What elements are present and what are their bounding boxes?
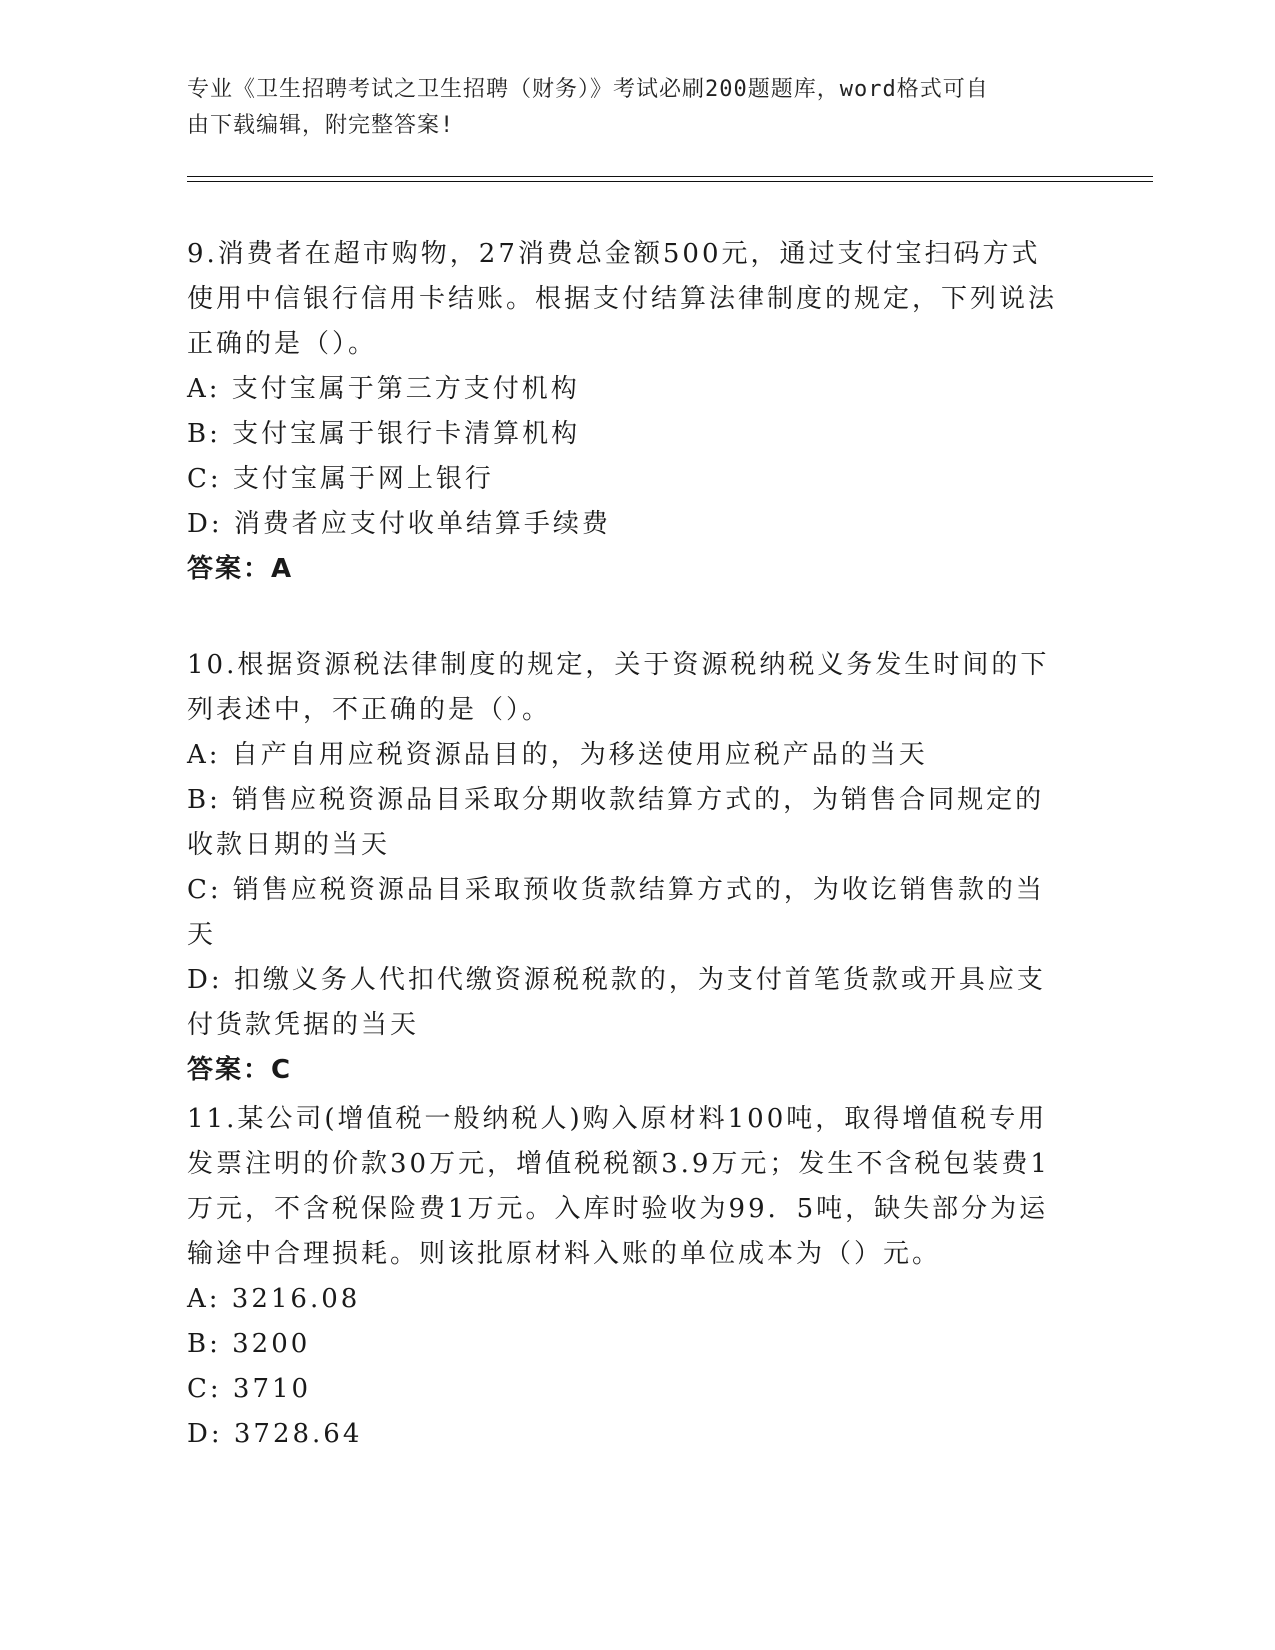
option-d: D: 扣缴义务人代扣代缴资源税税款的，为支付首笔货款或开具应支付货款凭据的当天 — [187, 965, 1046, 1040]
document-header — [187, 72, 1067, 144]
question-stem: 9.消费者在超市购物，27消费总金额500元，通过支付宝扫码方式使用中信银行信用卡结账。根据支付结算法律制度的规定，下列说法正确的是（）。 — [187, 239, 1058, 359]
option-d: D: 消费者应支付收单结算手续费 — [187, 509, 611, 539]
option-c: C: 销售应税资源品目采取预收货款结算方式的，为收讫销售款的当天 — [187, 875, 1045, 950]
header-line-2: 由下载编辑，附完整答案! — [187, 113, 455, 138]
answer-line: 答案：A — [187, 554, 294, 584]
header-divider-bottom — [187, 181, 1153, 182]
header-line-1: 专业《卫生招聘考试之卫生招聘（财务）》考试必刷200题题库，word格式可自 — [187, 77, 989, 102]
answer-line: 答案：C — [187, 1055, 293, 1085]
option-a: A: 支付宝属于第三方支付机构 — [187, 374, 580, 404]
question-10 — [187, 643, 1067, 1093]
option-b: B: 3200 — [187, 1329, 311, 1359]
question-11 — [187, 1097, 1067, 1457]
option-c: C: 支付宝属于网上银行 — [187, 464, 494, 494]
question-stem: 11.某公司(增值税一般纳税人)购入原材料100吨，取得增值税专用发票注明的价款30万元，增值税税额3.9万元；发生不含税包装费1万元，不含税保险费1万元。入库时验收为99．5吨，缺失部分为运输途中合理损耗。则该批原材料入账的单位成本为（）元。 — [187, 1104, 1050, 1269]
question-9 — [187, 232, 1067, 592]
option-b: B: 支付宝属于银行卡清算机构 — [187, 419, 581, 449]
header-divider-top — [187, 176, 1153, 177]
option-a: A: 3216.08 — [187, 1284, 361, 1314]
option-d: D: 3728.64 — [187, 1419, 363, 1449]
option-a: A: 自产自用应税资源品目的，为移送使用应税产品的当天 — [187, 740, 928, 770]
option-b: B: 销售应税资源品目采取分期收款结算方式的，为销售合同规定的收款日期的当天 — [187, 785, 1045, 860]
option-c: C: 3710 — [187, 1374, 312, 1404]
question-stem: 10.根据资源税法律制度的规定，关于资源税纳税义务发生时间的下列表述中，不正确的是（）。 — [187, 650, 1050, 725]
